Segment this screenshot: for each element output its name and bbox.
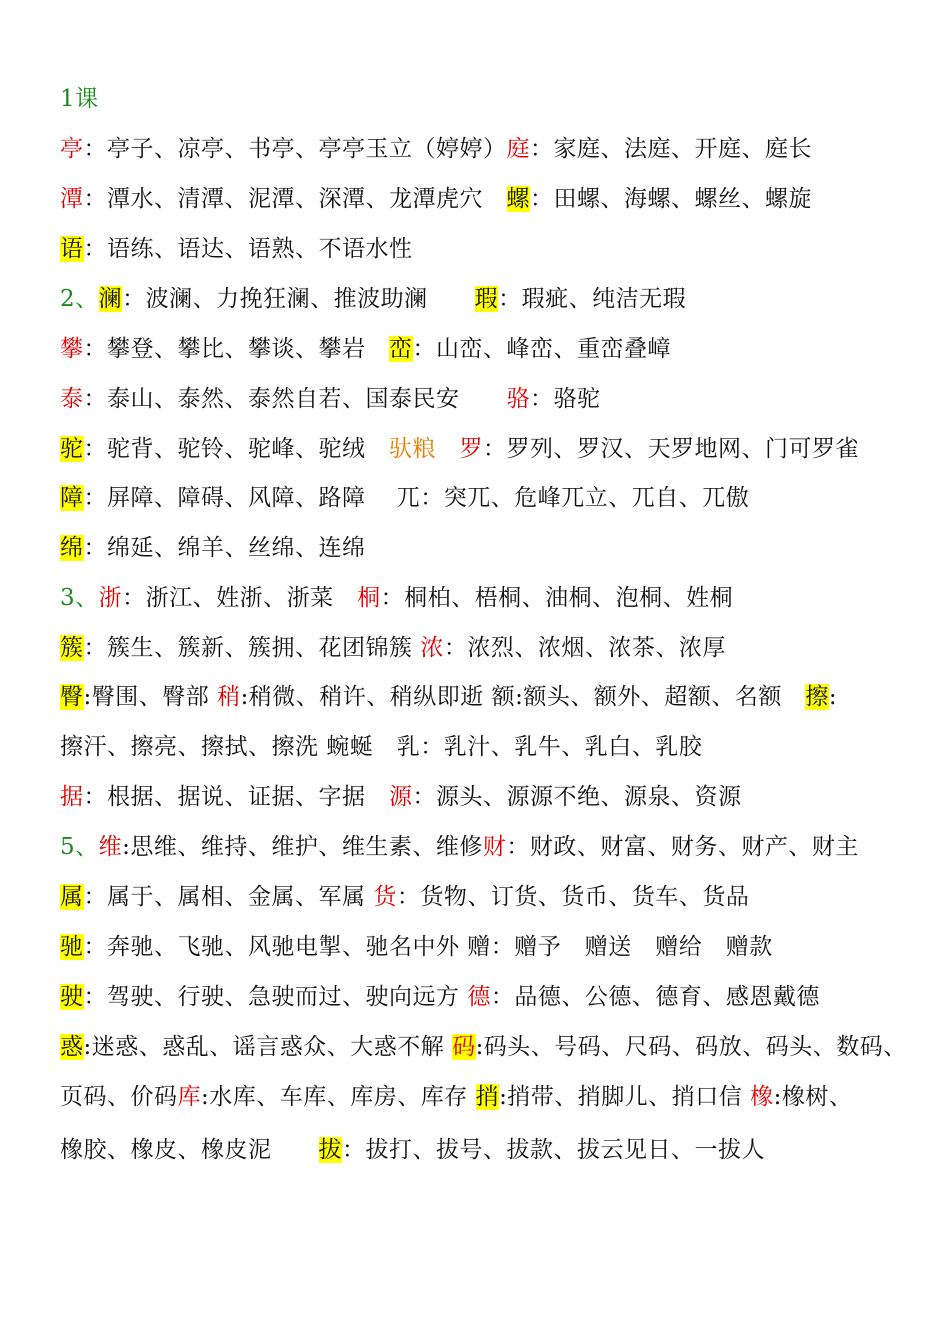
highlighted-character: 瑕 (474, 286, 499, 312)
highlighted-character: 驼 (60, 436, 84, 462)
text-segment: 擦汗、擦亮、擦拭、擦洗 蜿蜒 乳：乳汁、乳牛、乳白、乳胶 (60, 734, 703, 760)
text-segment: :臀围、臀部 (83, 684, 218, 710)
text-segment: ：品德、公德、德育、感恩戴德 (490, 984, 820, 1010)
text-line (60, 628, 910, 668)
text-line (60, 1027, 910, 1067)
highlighted-character: 捎 (475, 1084, 500, 1110)
text-line (60, 927, 910, 967)
text-segment: :码头、号码、尺码、码放、码头、数码、 (475, 1034, 907, 1060)
text-segment: :水库、车库、库房、库存 (201, 1084, 476, 1110)
text-segment: :捎带、捎脚儿、捎口信 (499, 1084, 751, 1110)
text-segment: ：驼背、驼铃、驼峰、驼绒 (83, 436, 389, 462)
text-segment: ：浙江、姓浙、浙菜 (122, 585, 358, 611)
text-line (60, 229, 910, 269)
text-line (60, 777, 910, 817)
colored-text: 3、 (60, 585, 99, 611)
text-segment (436, 436, 460, 462)
text-segment: ：源头、源源不绝、源泉、资源 (412, 784, 742, 810)
colored-text: 5、 (60, 834, 99, 860)
colored-text: 浓 (420, 635, 444, 661)
text-segment: :橡树、 (773, 1084, 853, 1110)
highlighted-character: 惑 (60, 1034, 84, 1060)
text-line (60, 79, 910, 119)
text-segment: ：语练、语达、语熟、不语水性 (83, 236, 413, 262)
text-segment: ：山峦、峰峦、重峦叠嶂 (412, 336, 671, 362)
highlighted-character: 码 (452, 1034, 476, 1060)
text-segment: ：攀登、攀比、攀谈、攀岩 (83, 336, 389, 362)
text-line (60, 179, 910, 219)
colored-text: 潭 (60, 186, 84, 212)
highlighted-character: 属 (60, 884, 84, 910)
colored-text: 庭 (506, 136, 530, 162)
colored-text: 德 (467, 984, 491, 1010)
colored-text: 泰 (60, 386, 84, 412)
text-line (60, 379, 910, 419)
text-segment: ：瑕疵、纯洁无瑕 (498, 286, 687, 312)
text-line (60, 1077, 910, 1117)
colored-text: 橡 (750, 1084, 774, 1110)
highlighted-character: 拔 (318, 1137, 342, 1163)
text-segment: ：泰山、泰然、泰然自若、国泰民安 (83, 386, 507, 412)
text-line (60, 877, 910, 917)
colored-text: 据 (60, 784, 84, 810)
colored-text: 稍 (217, 684, 241, 710)
highlighted-character: 擦 (805, 684, 829, 710)
text-segment: 橡胶、橡皮、橡皮泥 (60, 1137, 319, 1163)
text-segment: ：绵延、绵羊、丝绵、连绵 (83, 535, 366, 561)
text-segment: :思维、维持、维护、维生素、维修 (122, 834, 483, 860)
text-segment: ：根据、据说、证据、字据 (83, 784, 389, 810)
text-segment: ：亭子、凉亭、书亭、亭亭玉立（婷婷） (83, 136, 507, 162)
colored-text: 2、 (60, 286, 99, 312)
text-segment: :稍微、稍许、稍纵即逝 额:额头、额外、超额、名额 (240, 684, 806, 710)
highlighted-character: 绵 (60, 535, 84, 561)
colored-text: 货 (373, 884, 397, 910)
highlighted-character: 峦 (389, 336, 413, 362)
text-line (60, 528, 910, 568)
text-line (60, 578, 910, 618)
text-segment: ：桐柏、梧桐、油桐、泡桐、姓桐 (380, 585, 734, 611)
colored-text: 源 (389, 784, 413, 810)
text-segment: ：奔驰、飞驰、风驰电掣、驰名中外 赠：赠予 赠送 赠给 赠款 (83, 934, 773, 960)
colored-text: 骆 (506, 386, 530, 412)
colored-text: 维 (98, 834, 123, 860)
highlighted-character: 驰 (60, 934, 84, 960)
text-segment: ：拔打、拔号、拔款、拔云见日、一拔人 (342, 1137, 765, 1163)
text-segment: ：家庭、法庭、开庭、庭长 (530, 136, 812, 162)
text-line (60, 977, 910, 1017)
colored-text: 财 (482, 834, 507, 860)
colored-text: 罗 (459, 436, 483, 462)
text-segment: ：货物、订货、货币、货车、货品 (396, 884, 750, 910)
highlighted-character: 语 (60, 236, 84, 262)
text-line (60, 1130, 910, 1170)
colored-text: 亭 (60, 136, 84, 162)
text-segment: ：屏障、障碍、风障、路障 兀：突兀、危峰兀立、兀自、兀傲 (83, 485, 750, 511)
text-line (60, 429, 910, 469)
colored-text: 驮粮 (389, 436, 436, 462)
text-segment: ：潭水、清潭、泥潭、深潭、龙潭虎穴 (83, 186, 507, 212)
highlighted-character: 臀 (60, 684, 84, 710)
highlighted-character: 螺 (506, 186, 530, 212)
text-segment: ：波澜、力挽狂澜、推波助澜 (122, 286, 475, 312)
text-line (60, 329, 910, 369)
text-line (60, 279, 910, 319)
text-segment: ：驾驶、行驶、急驶而过、驶向远方 (83, 984, 468, 1010)
colored-text: 浙 (98, 585, 123, 611)
colored-text: 桐 (357, 585, 381, 611)
colored-text: 攀 (60, 336, 84, 362)
text-segment: : (828, 684, 838, 710)
text-segment: ：财政、财富、财务、财产、财主 (506, 834, 859, 860)
text-segment: ：罗列、罗汉、天罗地网、门可罗雀 (483, 436, 859, 462)
text-segment: ：属于、属相、金属、军属 (83, 884, 374, 910)
text-line (60, 129, 910, 169)
text-segment: ：田螺、海螺、螺丝、螺旋 (530, 186, 812, 212)
text-line (60, 677, 910, 717)
highlighted-character: 驶 (60, 984, 84, 1010)
text-segment: ：簇生、簇新、簇拥、花团锦簇 (83, 635, 421, 661)
highlighted-character: 澜 (98, 286, 123, 312)
text-segment: :迷惑、惑乱、谣言惑众、大惑不解 (83, 1034, 453, 1060)
highlighted-character: 障 (60, 485, 84, 511)
text-segment: ：浓烈、浓烟、浓茶、浓厚 (443, 635, 726, 661)
text-segment: ：骆驼 (530, 386, 601, 412)
colored-text: 1课 (60, 86, 99, 112)
text-line (60, 827, 910, 867)
text-line (60, 478, 910, 518)
text-segment: 页码、价码 (60, 1084, 178, 1110)
colored-text: 库 (177, 1084, 201, 1110)
text-line (60, 727, 910, 767)
highlighted-character: 簇 (60, 635, 84, 661)
